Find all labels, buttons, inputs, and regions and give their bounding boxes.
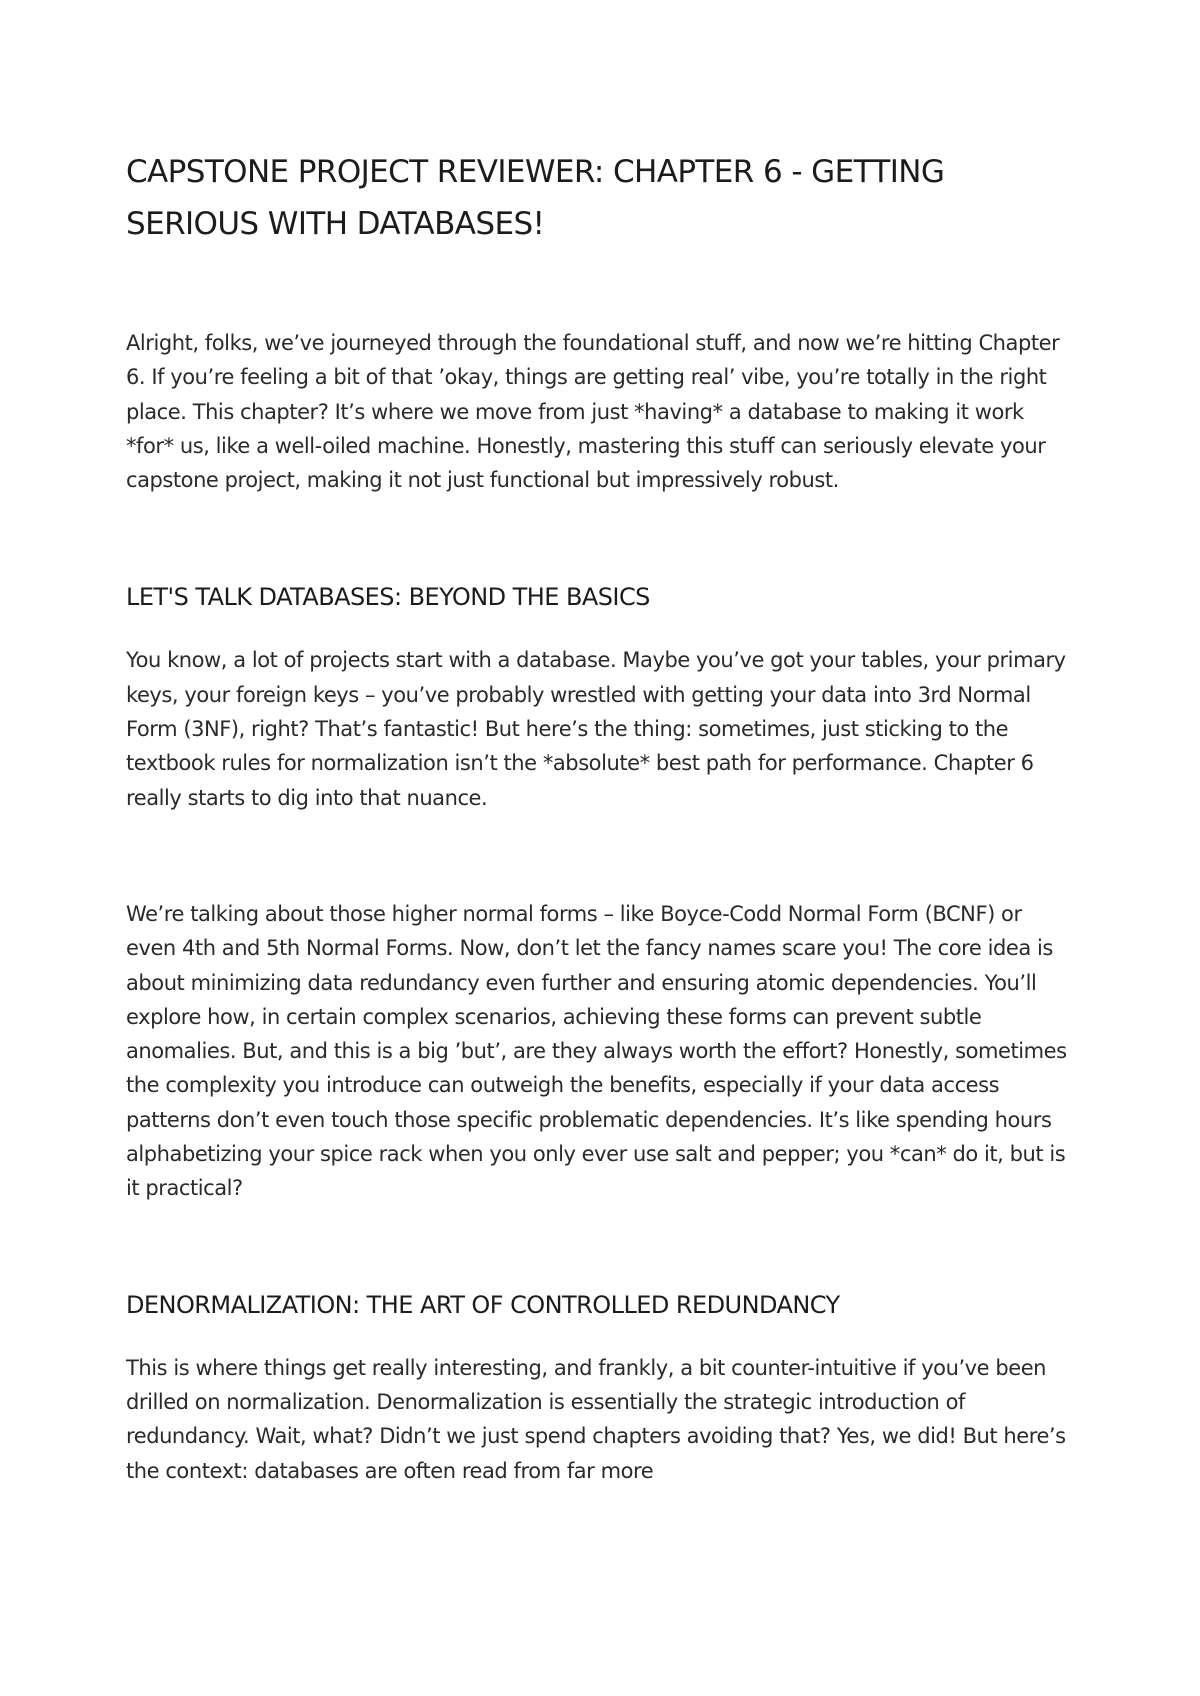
intro-paragraph: Alright, folks, we’ve journeyed through the foundational stuff, and now we’re hitting Chapter 6. If you’re feeling a bit of that ’okay, things are getting real’ vibe, you’re totally in the right place. This chapter? It’s where we move from just *having* a database to making it work *for* us, like a well-oiled machine. Honestly, mastering this stuff can seriously elevate your capstone project, making it not just functional but impressively robust.: [126, 331, 1060, 493]
paragraph-denormalization: This is where things get really interesting, and frankly, a bit counter-intuitive if you’ve been drilled on normalization. Denormalization is essentially the strategic introduction of redundancy. Wait, what? Didn’t we just spend chapters avoiding that? Yes, we did! But here’s the context: databases are often read from far more: [126, 1355, 1066, 1483]
section-heading-denormalization: DENORMALIZATION: THE ART OF CONTROLLED REDUNDANCY: [126, 1290, 840, 1319]
paragraph-normalization-intro: You know, a lot of projects start with a database. Maybe you’ve got your tables, your primary keys, your foreign keys – you’ve probably wrestled with getting your data into 3rd Normal Form (3NF), right? That’s fantastic! But here’s the thing: sometimes, just sticking to the textbook rules for normalization isn’t the *absolute* best path for performance. Chapter 6 really starts to dig into that nuance.: [126, 648, 1066, 810]
document-page: [126, 146, 1076, 1488]
section-heading-beyond-basics: LET'S TALK DATABASES: BEYOND THE BASICS: [126, 583, 650, 612]
paragraph-higher-normal-forms: We’re talking about those higher normal forms – like Boyce-Codd Normal Form (BCNF) or even 4th and 5th Normal Forms. Now, don’t let the fancy names scare you! The core idea is about minimizing data redundancy even further and ensuring atomic dependencies. You’ll explore how, in certain complex scenarios, achieving these forms can prevent subtle anomalies. But, and this is a big ’but’, are they always worth the effort? Honestly, sometimes the complexity you introduce can outweigh the benefits, especially if your data access patterns don’t even touch those specific problematic dependencies. It’s like spending hours alphabetizing your spice rack when you only ever use salt and pepper; you *can* do it, but is it practical?: [126, 901, 1067, 1201]
document-title: CAPSTONE PROJECT REVIEWER: CHAPTER 6 - GETTING SERIOUS WITH DATABASES!: [126, 154, 945, 242]
